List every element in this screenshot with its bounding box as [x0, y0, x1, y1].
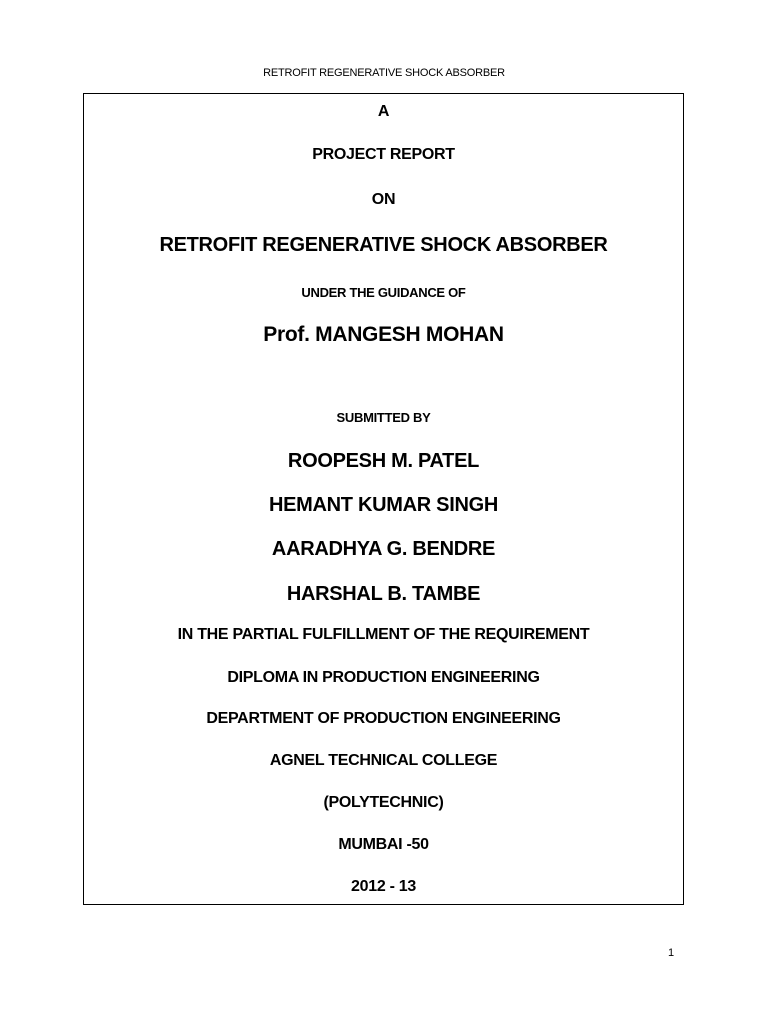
submitted-by-label: SUBMITTED BY [336, 410, 431, 425]
on-text: ON [371, 191, 396, 208]
student-name: HEMANT KUMAR SINGH [268, 494, 499, 516]
academic-year: 2012 - 13 [351, 878, 416, 895]
student-name: HARSHAL B. TAMBE [286, 583, 481, 605]
guide-name: Prof. MANGESH MOHAN [263, 323, 504, 346]
running-header: RETROFIT REGENERATIVE SHOCK ABSORBER [263, 67, 505, 79]
college-type: (POLYTECHNIC) [323, 794, 444, 811]
fulfillment-text: IN THE PARTIAL FULFILLMENT OF THE REQUIREMENT [177, 626, 590, 643]
guidance-label: UNDER THE GUIDANCE OF [301, 285, 466, 300]
article-text: A [377, 103, 390, 120]
diploma-text: DIPLOMA IN PRODUCTION ENGINEERING [227, 669, 540, 686]
department-text: DEPARTMENT OF PRODUCTION ENGINEERING [206, 710, 561, 727]
college-name: AGNEL TECHNICAL COLLEGE [269, 752, 498, 769]
city-text: MUMBAI -50 [338, 836, 429, 853]
page-number: 1 [668, 947, 675, 959]
student-name: ROOPESH M. PATEL [287, 450, 480, 472]
student-name: AARADHYA G. BENDRE [271, 538, 496, 560]
cover-page-box [83, 93, 684, 905]
report-type: PROJECT REPORT [312, 146, 455, 163]
project-title: RETROFIT REGENERATIVE SHOCK ABSORBER [159, 234, 608, 256]
